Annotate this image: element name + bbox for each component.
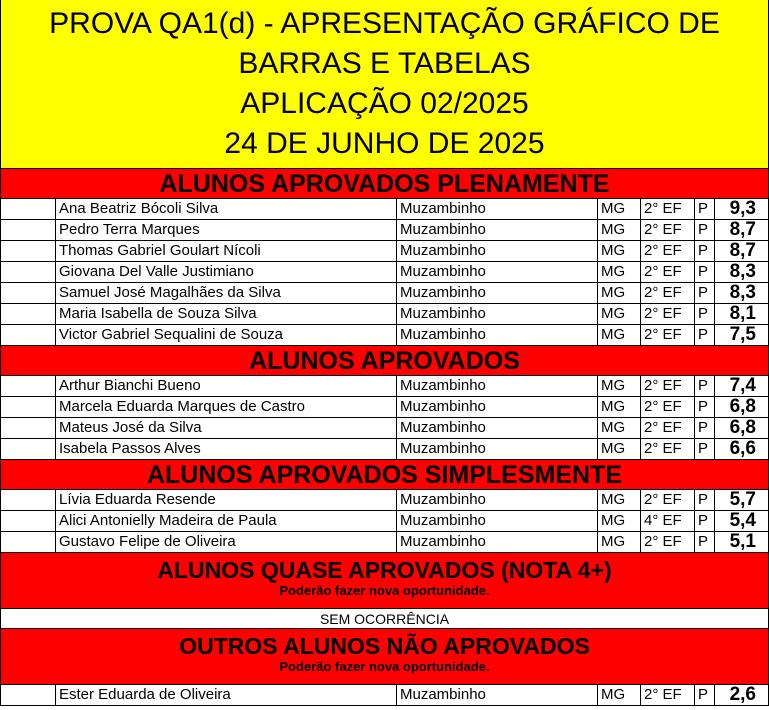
score-cell: 7,5	[729, 324, 756, 345]
city-cell: Muzambinho	[397, 439, 598, 459]
score-cell: 7,4	[729, 375, 756, 396]
table-row	[1, 439, 768, 460]
status-cell: P	[695, 199, 715, 219]
grade-cell: 2° EF	[641, 376, 695, 396]
score-cell: 6,8	[729, 417, 756, 438]
state-cell: MG	[598, 490, 641, 510]
city-cell: Muzambinho	[397, 532, 598, 552]
student-name-cell: Gustavo Felipe de Oliveira	[56, 532, 397, 552]
student-name-cell: Arthur Bianchi Bueno	[56, 376, 397, 396]
title-line-4: 24 DE JUNHO DE 2025	[224, 127, 545, 160]
grade-cell: 2° EF	[641, 304, 695, 324]
state-cell: MG	[598, 304, 641, 324]
state-cell: MG	[598, 262, 641, 282]
city-cell: Muzambinho	[397, 685, 598, 705]
city-cell: Muzambinho	[397, 325, 598, 345]
student-name-cell: Giovana Del Valle Justimiano	[56, 262, 397, 282]
student-name-cell: Lívia Eduarda Resende	[56, 490, 397, 510]
section-title-quase: ALUNOS QUASE APROVADOS (NOTA 4+)	[157, 557, 612, 583]
score-cell: 5,7	[729, 489, 756, 510]
row-margin-cell	[1, 199, 56, 219]
status-cell: P	[695, 490, 715, 510]
row-margin-cell	[1, 511, 56, 531]
city-cell: Muzambinho	[397, 283, 598, 303]
section-heading-aprovados: ALUNOS APROVADOS	[1, 346, 768, 376]
status-cell: P	[695, 397, 715, 417]
table-row	[1, 262, 768, 283]
row-margin-cell	[1, 439, 56, 459]
score-cell: 9,3	[729, 198, 756, 219]
status-cell: P	[695, 325, 715, 345]
row-margin-cell	[1, 283, 56, 303]
status-cell: P	[695, 376, 715, 396]
grade-cell: 2° EF	[641, 283, 695, 303]
city-cell: Muzambinho	[397, 220, 598, 240]
table-row	[1, 376, 768, 397]
row-margin-cell	[1, 490, 56, 510]
section-heading-plenamente: ALUNOS APROVADOS PLENAMENTE	[1, 169, 768, 199]
row-margin-cell	[1, 262, 56, 282]
table-row	[1, 304, 768, 325]
row-margin-cell	[1, 304, 56, 324]
section-heading-simplesmente: ALUNOS APROVADOS SIMPLESMENTE	[1, 460, 768, 490]
city-cell: Muzambinho	[397, 304, 598, 324]
section-rows-aprovados	[1, 376, 768, 460]
state-cell: MG	[598, 199, 641, 219]
score-cell: 8,1	[729, 303, 756, 324]
grade-cell: 2° EF	[641, 241, 695, 261]
section-rows-outros	[1, 685, 768, 706]
state-cell: MG	[598, 418, 641, 438]
status-cell: P	[695, 418, 715, 438]
title-line-3: APLICAÇÃO 02/2025	[240, 87, 529, 120]
state-cell: MG	[598, 439, 641, 459]
student-name-cell: Marcela Eduarda Marques de Castro	[56, 397, 397, 417]
table-row	[1, 325, 768, 346]
grade-cell: 2° EF	[641, 262, 695, 282]
score-cell: 6,8	[729, 396, 756, 417]
status-cell: P	[695, 283, 715, 303]
student-name-cell: Samuel José Magalhães da Silva	[56, 283, 397, 303]
grade-cell: 2° EF	[641, 397, 695, 417]
state-cell: MG	[598, 325, 641, 345]
state-cell: MG	[598, 511, 641, 531]
city-cell: Muzambinho	[397, 241, 598, 261]
grade-cell: 2° EF	[641, 199, 695, 219]
state-cell: MG	[598, 220, 641, 240]
grade-cell: 2° EF	[641, 220, 695, 240]
state-cell: MG	[598, 685, 641, 705]
status-cell: P	[695, 220, 715, 240]
city-cell: Muzambinho	[397, 490, 598, 510]
student-name-cell: Mateus José da Silva	[56, 418, 397, 438]
student-name-cell: Pedro Terra Marques	[56, 220, 397, 240]
table-row	[1, 511, 768, 532]
state-cell: MG	[598, 283, 641, 303]
table-row	[1, 397, 768, 418]
status-cell: P	[695, 439, 715, 459]
section-heading-outros	[1, 629, 768, 685]
grade-cell: 2° EF	[641, 532, 695, 552]
city-cell: Muzambinho	[397, 511, 598, 531]
city-cell: Muzambinho	[397, 418, 598, 438]
status-cell: P	[695, 685, 715, 705]
grade-cell: 2° EF	[641, 685, 695, 705]
row-margin-cell	[1, 397, 56, 417]
city-cell: Muzambinho	[397, 397, 598, 417]
row-margin-cell	[1, 325, 56, 345]
title-line-2: BARRAS E TABELAS	[238, 47, 531, 80]
row-margin-cell	[1, 220, 56, 240]
section-heading-quase	[1, 553, 768, 609]
no-occurrence-note: SEM OCORRÊNCIA	[1, 609, 768, 629]
table-row	[1, 199, 768, 220]
student-name-cell: Ester Eduarda de Oliveira	[56, 685, 397, 705]
student-name-cell: Thomas Gabriel Goulart Nícoli	[56, 241, 397, 261]
table-row	[1, 283, 768, 304]
row-margin-cell	[1, 685, 56, 705]
score-cell: 8,3	[729, 261, 756, 282]
score-cell: 5,1	[729, 531, 756, 552]
section-subtitle-outros: Poderão fazer nova oportunidade.	[279, 659, 490, 674]
status-cell: P	[695, 262, 715, 282]
grade-cell: 4° EF	[641, 511, 695, 531]
state-cell: MG	[598, 532, 641, 552]
grade-cell: 2° EF	[641, 439, 695, 459]
title-block	[1, 0, 768, 169]
section-rows-plenamente	[1, 199, 768, 346]
score-cell: 2,6	[729, 684, 756, 705]
student-name-cell: Alici Antonielly Madeira de Paula	[56, 511, 397, 531]
state-cell: MG	[598, 397, 641, 417]
grade-cell: 2° EF	[641, 490, 695, 510]
score-cell: 6,6	[729, 438, 756, 459]
status-cell: P	[695, 511, 715, 531]
city-cell: Muzambinho	[397, 262, 598, 282]
section-title-outros: OUTROS ALUNOS NÃO APROVADOS	[179, 633, 590, 659]
section-rows-simplesmente	[1, 490, 768, 553]
student-name-cell: Ana Beatriz Bócoli Silva	[56, 199, 397, 219]
section-subtitle-quase: Poderão fazer nova oportunidade.	[279, 583, 490, 598]
score-cell: 5,4	[729, 510, 756, 531]
grade-cell: 2° EF	[641, 418, 695, 438]
title-line-1: PROVA QA1(d) - APRESENTAÇÃO GRÁFICO DE	[49, 7, 720, 40]
status-cell: P	[695, 241, 715, 261]
row-margin-cell	[1, 241, 56, 261]
status-cell: P	[695, 304, 715, 324]
score-cell: 8,3	[729, 282, 756, 303]
row-margin-cell	[1, 532, 56, 552]
city-cell: Muzambinho	[397, 376, 598, 396]
table-row	[1, 241, 768, 262]
table-row	[1, 490, 768, 511]
student-name-cell: Isabela Passos Alves	[56, 439, 397, 459]
grade-cell: 2° EF	[641, 325, 695, 345]
student-name-cell: Victor Gabriel Sequalini de Souza	[56, 325, 397, 345]
city-cell: Muzambinho	[397, 199, 598, 219]
student-name-cell: Maria Isabella de Souza Silva	[56, 304, 397, 324]
table-row	[1, 685, 768, 706]
row-margin-cell	[1, 418, 56, 438]
state-cell: MG	[598, 376, 641, 396]
table-row	[1, 418, 768, 439]
score-cell: 8,7	[729, 240, 756, 261]
state-cell: MG	[598, 241, 641, 261]
row-margin-cell	[1, 376, 56, 396]
table-row	[1, 532, 768, 553]
status-cell: P	[695, 532, 715, 552]
table-row	[1, 220, 768, 241]
score-cell: 8,7	[729, 219, 756, 240]
